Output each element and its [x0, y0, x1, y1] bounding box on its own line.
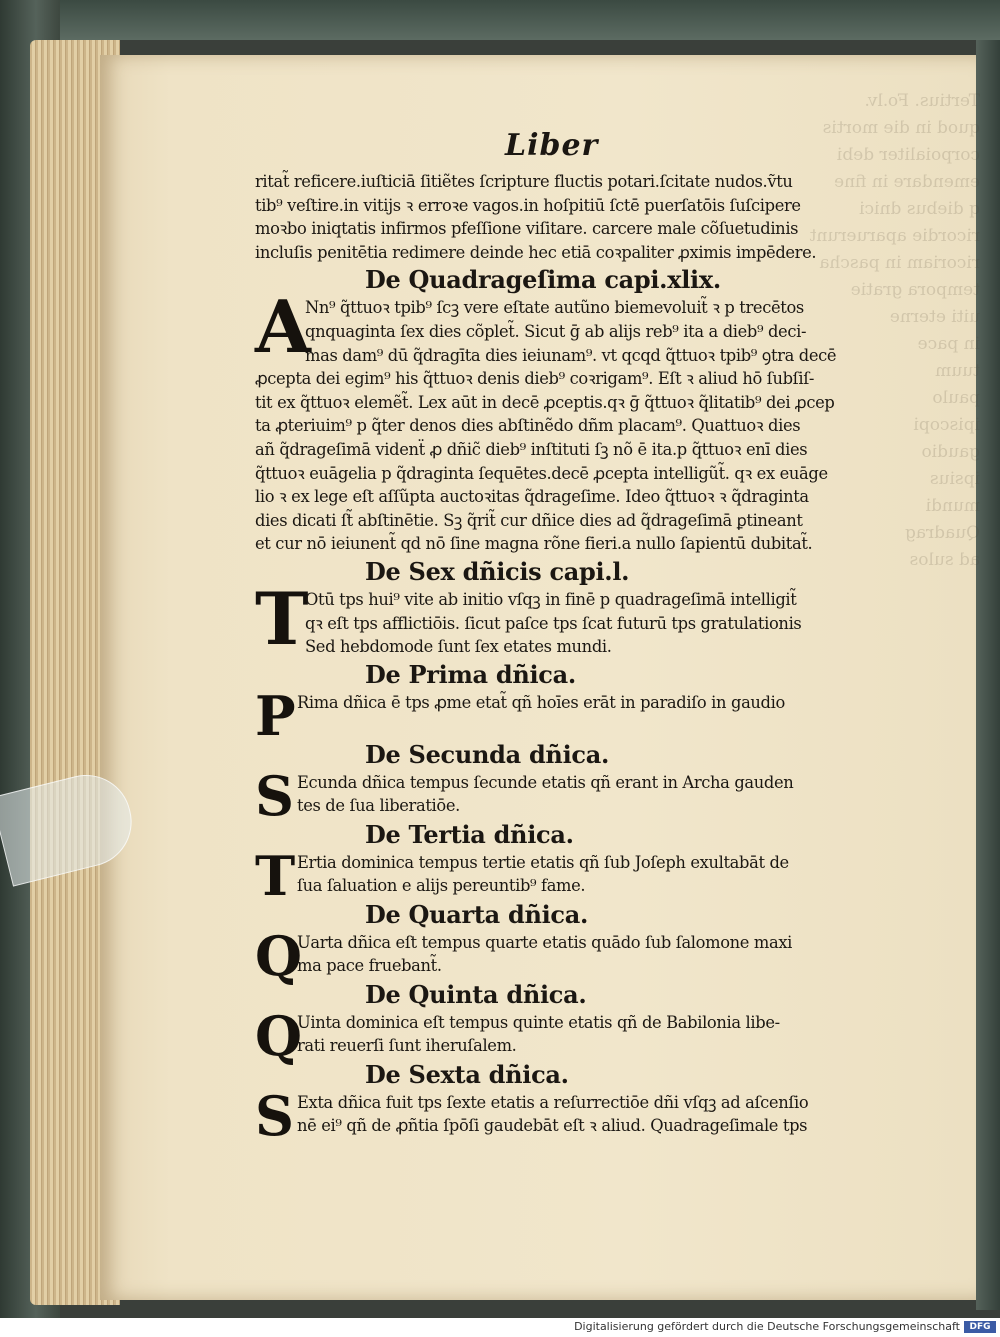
drop-capital: Q: [255, 923, 303, 988]
footer-credit: Digitalisierung gefördert durch die Deutsche Forschungsgemeinschaft: [574, 1320, 960, 1333]
text-line: ritat̃ reficere.iuſticiā ſitiẽtes ſcripture fluctis potari.ſcitate nudos.ṽtu: [255, 172, 793, 191]
text-line: rati reuerſi ſunt iheruſalem.: [297, 1036, 517, 1056]
bleed-line: paulo: [932, 388, 980, 408]
text-line: qnquaginta ſex dies cõplet̃. Sicut ḡ ab alijs reb⁹ ita a dieb⁹ deci-: [305, 321, 807, 341]
bleed-line: q diebus dnici: [859, 199, 980, 219]
section-heading: De Sex dñicis capi.l.: [365, 556, 630, 586]
text-line: ta ꝓteriuim⁹ p q̃ter denos dies abſtinẽdo dñm placam⁹. Quattuoꝛ dies: [255, 416, 801, 436]
drop-capital: P: [255, 683, 296, 748]
dfg-logo: DFG: [964, 1321, 996, 1333]
text-line: dies dicati ſt̃ abſtinētie. Sꝫ q̃rit̃ cur dñice dies ad q̃drageſimā ꝑtineant: [255, 510, 803, 530]
drop-capital: S: [255, 763, 294, 828]
bleed-line: ipsius: [929, 469, 980, 489]
bleed-line: ad sulos: [909, 550, 980, 570]
drop-capital: Q: [255, 1003, 303, 1068]
section-paragraph: [255, 1083, 895, 1148]
bleed-line: in pace: [917, 334, 980, 354]
section-heading: De Quinta dñica.: [365, 979, 587, 1009]
section-heading: De Quadrageſima capi.xlix.: [365, 265, 721, 295]
bleed-line: quod in die mortis: [822, 118, 980, 138]
bleed-line: ricoriam in pascha: [819, 253, 980, 273]
drop-capital: T: [255, 843, 296, 908]
text-line: tes de ſua liberatiōe.: [297, 796, 460, 816]
bleed-line: uiti eterne: [889, 307, 980, 327]
book-cover-top: [0, 0, 1000, 40]
bleed-line: emendare in fine: [834, 172, 980, 192]
text-line: Ecunda dñica tempus ſecunde etatis qñ erant in Archa gauden: [297, 772, 794, 792]
bleed-line: tempora gratie: [850, 280, 980, 300]
text-line: Exta dñica fuit tps ſexte etatis a reſurrectiōe dñi vſqꝫ ad aſcenſio: [297, 1092, 809, 1112]
bleed-line: gaudio: [921, 442, 980, 462]
text-line: et cur nō ieiunent̃ qd nō ſine magna rõne fieri.a nullo ſapientū dubitat̃.: [255, 534, 813, 554]
bleed-line: mundi: [925, 496, 980, 516]
section-heading: De Quarta dñica.: [365, 899, 589, 929]
section-paragraph: [255, 284, 895, 556]
text-line: Nn⁹ q̃ttuoꝛ tpib⁹ ſcꝫ vere eſtate autũno biemevoluit̃ ꝛ p trecētos: [305, 298, 804, 318]
section-heading: De Sexta dñica.: [365, 1059, 569, 1089]
text-line: lio ꝛ ex lege eſt aſſũpta auctoꝛitas q̃drageſime. Ideo q̃ttuoꝛ ꝛ q̃draginta: [255, 487, 809, 507]
text-line: tib⁹ veſtire.in vitijs ꝛ erroꝛe vagos.in hoſpitiū ſctē puerſatōis ſuſcipere: [255, 195, 801, 215]
section-paragraph: [255, 575, 895, 661]
section-heading: De Secunda dñica.: [365, 739, 610, 769]
bleed-line: Quadrag: [904, 523, 980, 543]
drop-capital: S: [255, 1083, 294, 1148]
section-paragraph: [255, 683, 895, 748]
text-line: añ q̃drageſimā videnẗ ꝓ dñic̃ dieb⁹ inſtituti ſꝫ nõ ē ita.p q̃ttuoꝛ enī dies: [255, 439, 808, 459]
sections-container: [255, 264, 895, 1148]
text-line: qꝛ eſt tps afflictiōis. ſicut paſce tps ſcat futurū tps gratulationis: [305, 613, 802, 633]
text-line: ma pace fruebant̃.: [297, 956, 442, 976]
bleed-line: ipiscopi: [913, 415, 980, 435]
bleed-line: tuum: [935, 361, 980, 381]
running-head: Liber: [505, 128, 599, 163]
section-heading: De Tertia dñica.: [365, 819, 574, 849]
bleed-line: ricordie aparuerunt: [809, 226, 980, 246]
bleed-line: corpoialiter debi: [836, 145, 980, 165]
text-line: ꝓcepta dei egim⁹ his q̃ttuoꝛ denis dieb⁹ coꝛrigam⁹. Eſt ꝛ aliud hō ſubſiſ-: [255, 369, 815, 389]
section-paragraph: [255, 763, 895, 828]
text-line: Rima dñica ē tps ꝓme etat̃ qñ hoīes erāt in paradiſo in gaudio: [297, 692, 785, 712]
text-line: Uinta dominica eſt tempus quinte etatis qñ de Babilonia libe-: [297, 1012, 780, 1032]
bleed-line: Tertius. Fo.lv.: [864, 91, 980, 111]
section-paragraph: [255, 923, 895, 988]
text-line: Otū tps hui⁹ vite ab initio vſqꝫ in finē p quadrageſimā intelligit̃: [305, 589, 797, 609]
text-line: q̃ttuoꝛ euāgelia p q̃draginta ſequētes.decē ꝓcepta intelligũt̃. qꝛ ex euāge: [255, 463, 828, 483]
section-paragraph: [255, 1003, 895, 1068]
drop-capital: T: [255, 575, 309, 661]
text-line: Ertia dominica tempus tertie etatis qñ ſub Joſeph exultabāt de: [297, 852, 789, 872]
section-heading: De Prima dñica.: [365, 659, 576, 689]
text-line: incluſis penitētia redimere deinde hec etiā coꝛpaliter ꝓximis impēdere.: [255, 242, 817, 262]
text-line: tit ex q̃ttuoꝛ elemẽt̃. Lex aūt in decē ꝓceptis.qꝛ ḡ q̃ttuoꝛ q̃litatib⁹ dei ꝓcep: [255, 392, 835, 412]
main-text-block: [255, 170, 895, 1148]
text-line: mas dam⁹ dū q̃dragīta dies ieiunam⁹. vt qcqd q̃ttuoꝛ tpib⁹ ꝯtra decē: [305, 345, 837, 365]
text-line: Uarta dñica eſt tempus quarte etatis quādo ſub ſalomone maxi: [297, 932, 793, 952]
section-paragraph: [255, 843, 895, 908]
text-line: moꝛbo iniqtatis infirmos pfeſſione viſitare. carcere male cõſuetudinis: [255, 219, 799, 239]
drop-capital: A: [255, 284, 311, 370]
text-line: ſua ſaluation e alijs pereuntib⁹ fame.: [297, 876, 586, 896]
text-line: Sed hebdomode ſunt ſex etates mundi.: [305, 637, 612, 657]
text-line: nē ei⁹ qñ de ꝓñtia ſpōſi gaudebāt eſt ꝛ aliud. Quadrageſimale tps: [297, 1116, 808, 1136]
footer-bar: [0, 1318, 1000, 1337]
intro-paragraph: [255, 170, 895, 264]
